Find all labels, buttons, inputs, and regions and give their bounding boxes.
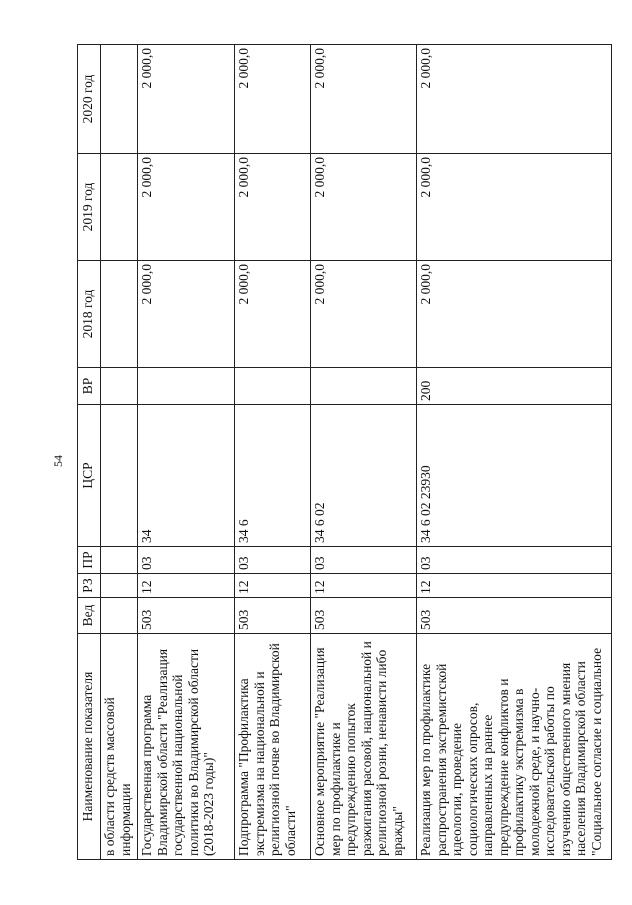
header-csr: ЦСР bbox=[78, 405, 101, 547]
cell-2018: 2 000,0 bbox=[417, 261, 612, 368]
rotated-page-content bbox=[77, 45, 607, 860]
cell-vr bbox=[235, 368, 311, 405]
cell-name: Государственная программа Владимирской области "Реализация государственной национальной политики во Владимирской области (2018-2023 годы)" bbox=[138, 634, 235, 860]
cell-2019: 2 000,0 bbox=[417, 154, 612, 261]
cell-ved bbox=[101, 598, 138, 634]
cell-2018: 2 000,0 bbox=[235, 261, 311, 368]
header-vr: ВР bbox=[78, 368, 101, 405]
cell-pr: 03 bbox=[311, 547, 417, 574]
table-row bbox=[235, 45, 311, 860]
cell-rz: 12 bbox=[417, 574, 612, 598]
cell-ved: 503 bbox=[417, 598, 612, 634]
page-number: 54 bbox=[51, 455, 65, 467]
cell-2020: 2 000,0 bbox=[235, 45, 311, 154]
cell-2018: 2 000,0 bbox=[138, 261, 235, 368]
cell-2018 bbox=[101, 261, 138, 368]
cell-2020: 2 000,0 bbox=[417, 45, 612, 154]
cell-rz: 12 bbox=[235, 574, 311, 598]
cell-rz bbox=[101, 574, 138, 598]
header-2018: 2018 год bbox=[78, 261, 101, 368]
cell-pr: 03 bbox=[138, 547, 235, 574]
cell-ved: 503 bbox=[138, 598, 235, 634]
cell-name: Подпрограмма "Профилактика экстремизма на национальной и религиозной почве во Владимирской области" bbox=[235, 634, 311, 860]
table-row bbox=[417, 45, 612, 860]
cell-2019: 2 000,0 bbox=[235, 154, 311, 261]
table-header-row bbox=[78, 45, 101, 860]
cell-pr: 03 bbox=[235, 547, 311, 574]
table-row bbox=[138, 45, 235, 860]
table-row bbox=[101, 45, 138, 860]
header-name: Наименование показателя bbox=[78, 634, 101, 860]
cell-csr: 34 6 02 bbox=[311, 405, 417, 547]
cell-name: Реализация мер по профилактике распространения экстремистской идеологии, проведение социологических опросов, направленных на раннее предупреждение конфликтов и профилактику экстремизма в молодежной среде, и научно-исследовательской работы по изучению общественного мнения населения Владимирской области "Социальное согласие и социальное bbox=[417, 634, 612, 860]
cell-csr bbox=[101, 405, 138, 547]
budget-table bbox=[77, 44, 612, 860]
cell-pr: 03 bbox=[417, 547, 612, 574]
cell-vr bbox=[101, 368, 138, 405]
cell-2020: 2 000,0 bbox=[311, 45, 417, 154]
cell-vr bbox=[138, 368, 235, 405]
cell-csr: 34 6 02 23930 bbox=[417, 405, 612, 547]
cell-2019 bbox=[101, 154, 138, 261]
table-row bbox=[311, 45, 417, 860]
cell-vr bbox=[311, 368, 417, 405]
cell-pr bbox=[101, 547, 138, 574]
cell-2020: 2 000,0 bbox=[138, 45, 235, 154]
cell-name: в области средств массовой информации bbox=[101, 634, 138, 860]
header-2019: 2019 год bbox=[78, 154, 101, 261]
header-rz: РЗ bbox=[78, 574, 101, 598]
header-pr: ПР bbox=[78, 547, 101, 574]
cell-2019: 2 000,0 bbox=[311, 154, 417, 261]
cell-vr: 200 bbox=[417, 368, 612, 405]
cell-2018: 2 000,0 bbox=[311, 261, 417, 368]
cell-rz: 12 bbox=[138, 574, 235, 598]
header-ved: Вед bbox=[78, 598, 101, 634]
cell-csr: 34 bbox=[138, 405, 235, 547]
header-2020: 2020 год bbox=[78, 45, 101, 154]
cell-ved: 503 bbox=[311, 598, 417, 634]
cell-2019: 2 000,0 bbox=[138, 154, 235, 261]
cell-csr: 34 6 bbox=[235, 405, 311, 547]
cell-name: Основное мероприятие "Реализация мер по профилактике и предупреждению попыток разжигания расовой, национальной и религиозной розни, ненависти либо вражды" bbox=[311, 634, 417, 860]
cell-ved: 503 bbox=[235, 598, 311, 634]
cell-2020 bbox=[101, 45, 138, 154]
cell-rz: 12 bbox=[311, 574, 417, 598]
